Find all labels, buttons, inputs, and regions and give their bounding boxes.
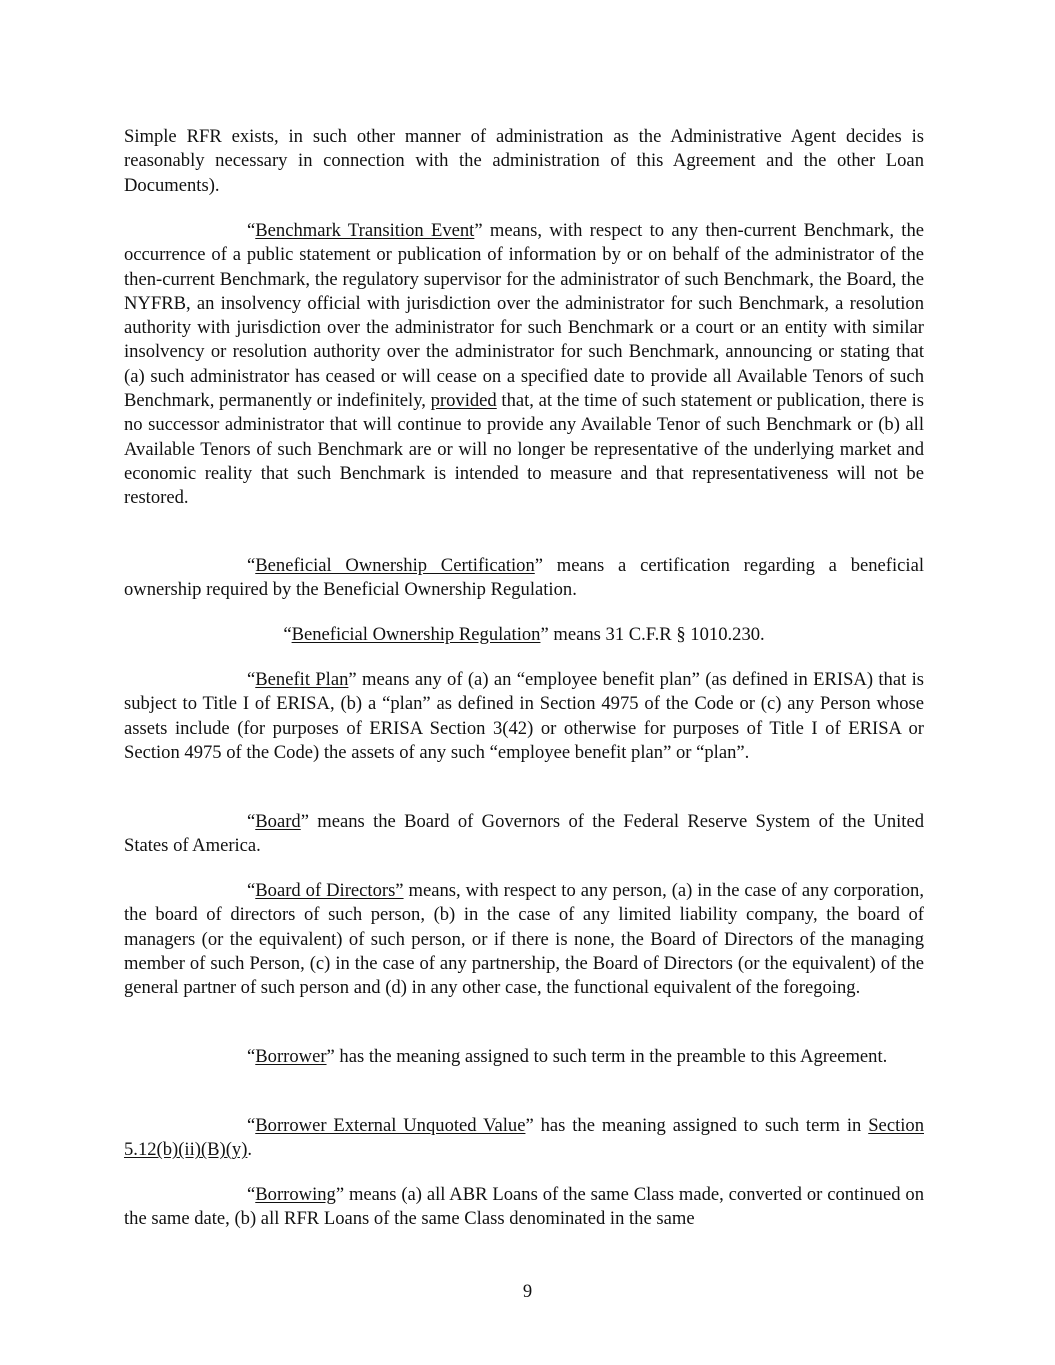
paragraph-text: that, at the time of such statement or publication, there is no successor administrator that will continue to provide any Available Tenor of such Benchmark or (b) all Available Tenors of such Benchmark are or will no longer be representative of the underlying market and economic reality that such Benchmark is intended to measure and that representativeness will not be restored. xyxy=(124,390,924,509)
definition-benchmark-transition-event xyxy=(124,219,924,511)
paragraph-text: “ xyxy=(247,1046,256,1067)
defined-term: Borrower xyxy=(255,1046,327,1067)
paragraph-continuation xyxy=(124,125,924,198)
definition-borrower xyxy=(124,1045,924,1069)
paragraph-text: “ xyxy=(283,624,292,645)
paragraph-text: “ xyxy=(247,220,256,241)
paragraph-text: . xyxy=(247,1139,253,1161)
defined-term: Borrower External Unquoted Value xyxy=(255,1115,526,1136)
definition-borrower-external-unquoted-value xyxy=(124,1114,924,1163)
paragraph-text: Simple RFR exists, in such other manner of administration as the Administrative Agent decides is reasonably necessary in connection with the administration of this Agreement and the other Loan Documents). xyxy=(124,126,924,196)
defined-term: Section 5.12(b)(ii)(B)(y) xyxy=(124,1115,924,1161)
definition-benefit-plan xyxy=(124,668,924,765)
paragraph-text: “ xyxy=(247,880,256,901)
defined-term: Beneficial Ownership Regulation xyxy=(291,624,541,645)
definition-board xyxy=(124,810,924,859)
paragraph-text: ” means the Board of Governors of the Federal Reserve System of the United States of America. xyxy=(124,811,924,857)
paragraph-text: ” means 31 C.F.R § 1010.230. xyxy=(540,624,765,645)
page-number: 9 xyxy=(522,1281,533,1302)
paragraph-text: “ xyxy=(247,669,256,690)
defined-term: Borrowing xyxy=(255,1184,336,1205)
defined-term: Board of Directors” xyxy=(255,880,404,901)
paragraph-text: ” means any of (a) an “employee benefit plan” (as defined in ERISA) that is subject to Title I of ERISA, (b) a “plan” as defined in Section 4975 of the Code or (c) any Person whose assets include (for purposes of ERISA Section 3(42) or otherwise for purposes of Title I of ERISA or Section 4975 of the Code) the assets of any such “employee benefit plan” or “plan”. xyxy=(124,669,924,763)
paragraph-text: ” has the meaning assigned to such term in the preamble to this Agreement. xyxy=(326,1046,888,1067)
defined-term: Benefit Plan xyxy=(255,669,349,690)
defined-term: Board xyxy=(255,811,301,832)
definition-beneficial-ownership-certification xyxy=(124,554,924,603)
defined-term: provided xyxy=(430,390,497,412)
defined-term: Beneficial Ownership Certification xyxy=(255,555,535,576)
defined-term: Benchmark Transition Event xyxy=(255,220,475,241)
definition-board-of-directors xyxy=(124,879,924,1000)
definition-borrowing xyxy=(124,1183,924,1232)
paragraph-text: ” means, with respect to any then-current Benchmark, the occurrence of a public statement or publication of information by or on behalf of the administrator of the then-current Benchmark, the regulatory supervisor for the administrator of such Benchmark, the Board, the NYFRB, an insolvency official with jurisdiction over the administrator for such Benchmark, a resolution authority with jurisdiction over the administrator for such Benchmark or a court or an entity with similar insolvency or resolution authority over the administrator for such Benchmark, announcing or stating that (a) such administrator has ceased or will cease on a specified date to provide all Available Tenors of such Benchmark, permanently or indefinitely, xyxy=(124,220,924,412)
paragraph-text: ” means (a) all ABR Loans of the same Class made, converted or continued on the same date, (b) all RFR Loans of the same Class denominated in the same xyxy=(124,1184,924,1230)
paragraph-text: ” means a certification regarding a beneficial ownership required by the Beneficial Ownership Regulation. xyxy=(124,555,924,601)
paragraph-text: means, with respect to any person, (a) in the case of any corporation, the board of directors of such person, (b) in the case of any limited liability company, the board of managers (or the equivalent) of such person, or if there is none, the Board of Directors of the managing member of such Person, (c) in the case of any partnership, the Board of Directors (or the equivalent) of the general partner of such person and (d) in any other case, the functional equivalent of the foregoing. xyxy=(124,880,924,999)
paragraph-text: ” has the meaning assigned to such term in xyxy=(525,1115,869,1136)
paragraph-text: “ xyxy=(247,1115,256,1136)
paragraph-text: “ xyxy=(247,1184,256,1205)
paragraph-text: “ xyxy=(247,811,256,832)
definition-beneficial-ownership-regulation xyxy=(124,623,924,647)
paragraph-text: “ xyxy=(247,555,256,576)
